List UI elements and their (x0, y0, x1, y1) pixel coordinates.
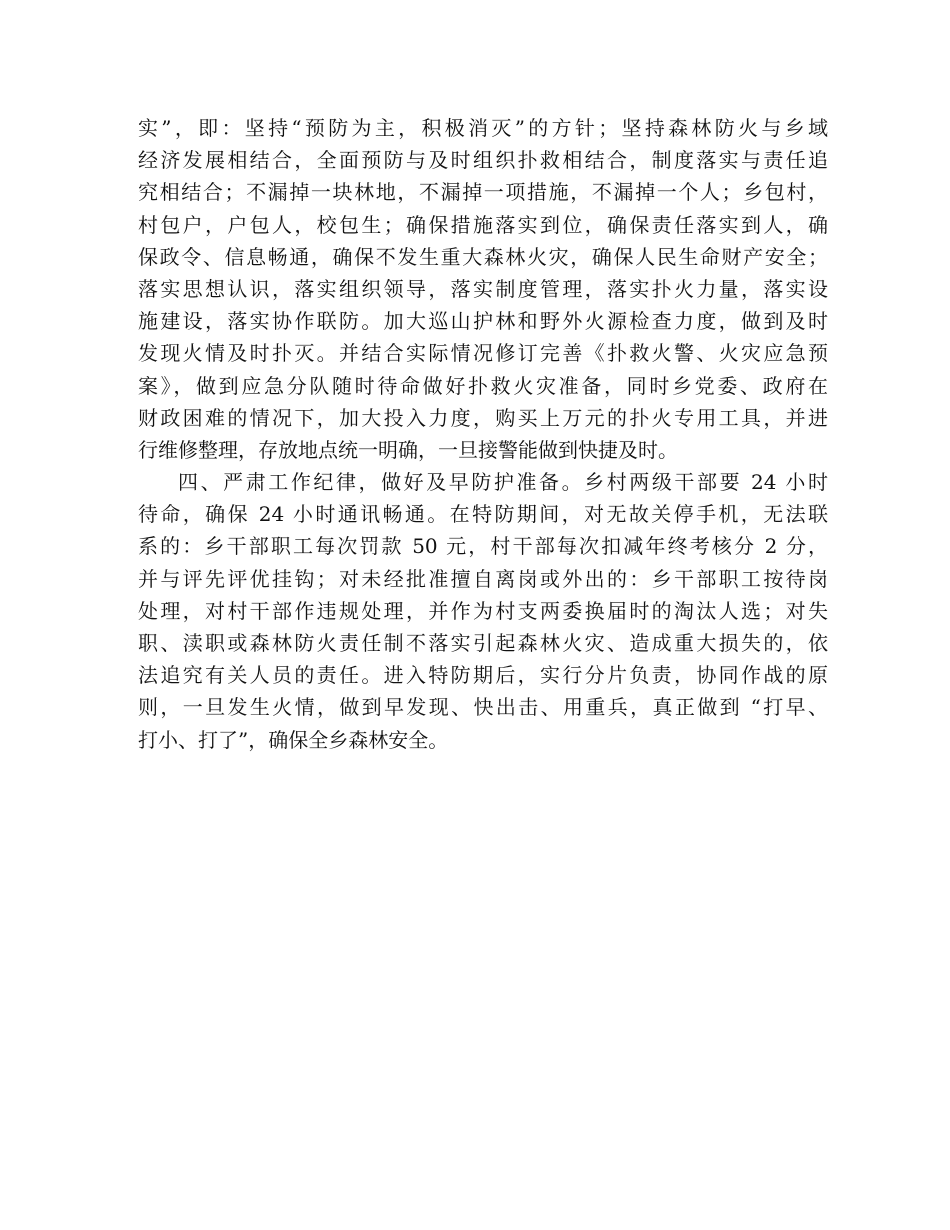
text-line: 发现火情及时扑灭。并结合实际情况修订完善《扑救火警、火灾应急预 (138, 341, 828, 366)
text-line: 则，一旦发生火情，做到早发现、快出击、用重兵，真正做到 “打早、 (138, 695, 828, 720)
document-body (138, 112, 828, 756)
text-line: 财政困难的情况下，加大投入力度，购买上万元的扑火专用工具，并进 (138, 405, 828, 430)
text-line: 保政令、信息畅通，确保不发生重大森林火灾，确保人民生命财产安全； (138, 244, 828, 269)
paragraph-p1 (138, 112, 828, 466)
text-line: 并与评先评优挂钩；对未经批准擅自离岗或外出的：乡干部职工按待岗 (138, 566, 828, 591)
text-line: 案》，做到应急分队随时待命做好扑救火灾准备，同时乡党委、政府在 (138, 373, 828, 398)
text-line: 施建设，落实协作联防。加大巡山护林和野外火源检查力度，做到及时 (138, 309, 828, 334)
text-line: 行维修整理，存放地点统一明确，一旦接警能做到快捷及时。 (138, 437, 678, 462)
text-line: 落实思想认识，落实组织领导，落实制度管理，落实扑火力量，落实设 (138, 276, 828, 301)
text-line: 村包户，户包人，校包生；确保措施落实到位，确保责任落实到人，确 (138, 212, 828, 237)
text-line: 法追究有关人员的责任。进入特防期后，实行分片负责，协同作战的原 (138, 663, 828, 688)
text-line: 系的：乡干部职工每次罚款 50 元，村干部每次扣减年终考核分 2 分， (138, 534, 828, 559)
text-line: 四、严肃工作纪律，做好及早防护准备。乡村两级干部要 24 小时 (178, 470, 828, 495)
text-line: 待命，确保 24 小时通讯畅通。在特防期间，对无故关停手机，无法联 (138, 502, 828, 527)
text-line: 处理，对村干部作违规处理，并作为村支两委换届时的淘汰人选；对失 (138, 598, 828, 623)
paragraph-container (138, 112, 828, 756)
text-line: 实”，即：坚持“预防为主，积极消灭”的方针；坚持森林防火与乡域 (138, 116, 828, 140)
text-line: 打小、打了”，确保全乡森林安全。 (138, 727, 449, 752)
paragraph-p2 (138, 466, 828, 756)
text-line: 经济发展相结合，全面预防与及时组织扑救相结合，制度落实与责任追 (138, 148, 828, 173)
text-line: 职、渎职或森林防火责任制不落实引起森林火灾、造成重大损失的，依 (138, 631, 828, 655)
text-line: 究相结合；不漏掉一块林地，不漏掉一项措施，不漏掉一个人；乡包村， (138, 180, 828, 205)
